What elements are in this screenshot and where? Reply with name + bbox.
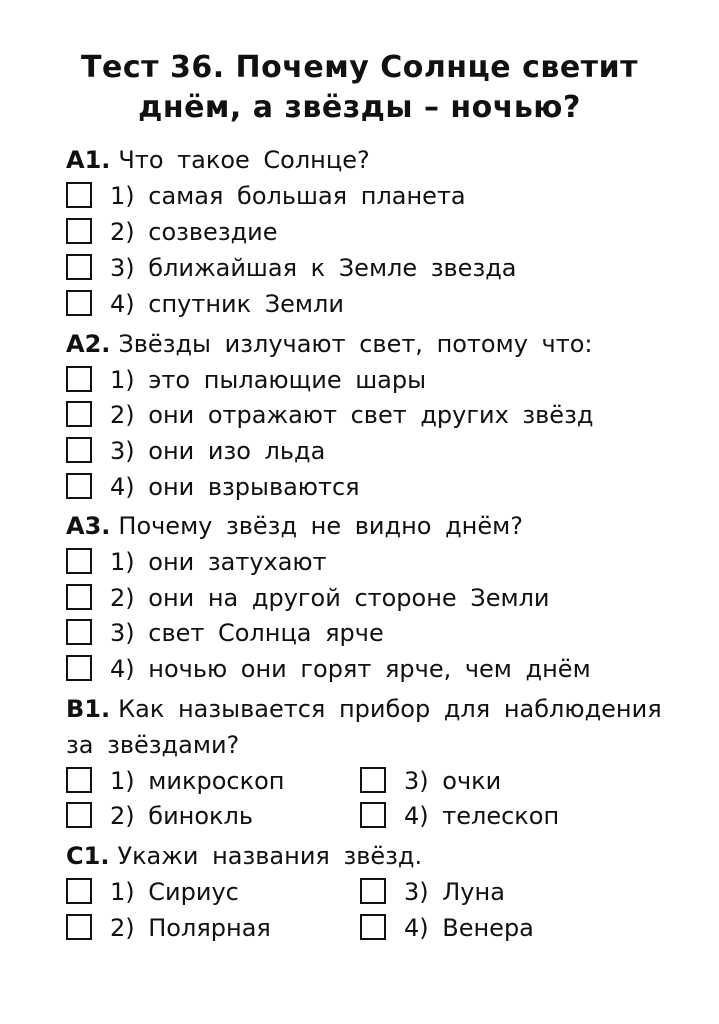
- option-text: 1) микроскоп: [110, 767, 285, 795]
- question-a3: [66, 508, 523, 544]
- answer-checkbox[interactable]: [66, 182, 92, 208]
- option-text: 4) Венера: [404, 914, 534, 942]
- question-text: Укажи названия звёзд.: [117, 842, 423, 870]
- option-text: 2) бинокль: [110, 802, 254, 830]
- answer-checkbox[interactable]: [360, 878, 386, 904]
- question-c1: [66, 838, 422, 874]
- answer-checkbox[interactable]: [66, 548, 92, 574]
- answer-checkbox[interactable]: [66, 437, 92, 463]
- question-label: В1.: [66, 695, 111, 723]
- question-a1: [66, 142, 370, 178]
- answer-checkbox[interactable]: [66, 254, 92, 280]
- answer-checkbox[interactable]: [66, 290, 92, 316]
- option-text: 2) они на другой стороне Земли: [110, 584, 550, 612]
- title-line-2: днём, а звёзды – ночью?: [138, 90, 581, 125]
- answer-checkbox[interactable]: [66, 218, 92, 244]
- question-label: А2.: [66, 330, 111, 358]
- option-text: 2) созвездие: [110, 218, 278, 246]
- answer-checkbox[interactable]: [360, 914, 386, 940]
- option-text: 1) Сириус: [110, 878, 239, 906]
- question-b1: [66, 691, 662, 727]
- question-label: А3.: [66, 512, 111, 540]
- question-text: Звёзды излучают свет, потому что:: [118, 330, 593, 358]
- answer-checkbox[interactable]: [66, 401, 92, 427]
- option-text: 1) самая большая планета: [110, 182, 466, 210]
- option-text: 4) ночью они горят ярче, чем днём: [110, 655, 591, 683]
- option-text: 2) они отражают свет других звёзд: [110, 401, 594, 429]
- question-text: Что такое Солнце?: [118, 146, 370, 174]
- question-text-line-2: за звёздами?: [66, 731, 240, 759]
- answer-checkbox[interactable]: [66, 584, 92, 610]
- option-text: 1) они затухают: [110, 548, 327, 576]
- answer-checkbox[interactable]: [66, 366, 92, 392]
- option-text: 4) они взрываются: [110, 473, 360, 501]
- answer-checkbox[interactable]: [66, 878, 92, 904]
- answer-checkbox[interactable]: [360, 767, 386, 793]
- title-line-1: Тест 36. Почему Солнце светит: [81, 50, 638, 85]
- answer-checkbox[interactable]: [66, 767, 92, 793]
- option-text: 3) Луна: [404, 878, 505, 906]
- answer-checkbox[interactable]: [66, 473, 92, 499]
- question-text: Почему звёзд не видно днём?: [118, 512, 523, 540]
- answer-checkbox[interactable]: [360, 802, 386, 828]
- option-text: 3) очки: [404, 767, 502, 795]
- option-text: 3) свет Солнца ярче: [110, 619, 384, 647]
- answer-checkbox[interactable]: [66, 619, 92, 645]
- option-text: 2) Полярная: [110, 914, 271, 942]
- question-label: С1.: [66, 842, 110, 870]
- option-text: 4) спутник Земли: [110, 290, 344, 318]
- question-label: А1.: [66, 146, 111, 174]
- question-b1-continuation: [66, 727, 239, 763]
- answer-checkbox[interactable]: [66, 655, 92, 681]
- answer-checkbox[interactable]: [66, 914, 92, 940]
- option-text: 1) это пылающие шары: [110, 366, 427, 394]
- question-a2: [66, 326, 592, 362]
- option-text: 3) они изо льда: [110, 437, 326, 465]
- option-text: 4) телескоп: [404, 802, 560, 830]
- question-text: Как называется прибор для наблюдения: [118, 695, 662, 723]
- page-title: [0, 48, 719, 128]
- answer-checkbox[interactable]: [66, 802, 92, 828]
- option-text: 3) ближайшая к Земле звезда: [110, 254, 517, 282]
